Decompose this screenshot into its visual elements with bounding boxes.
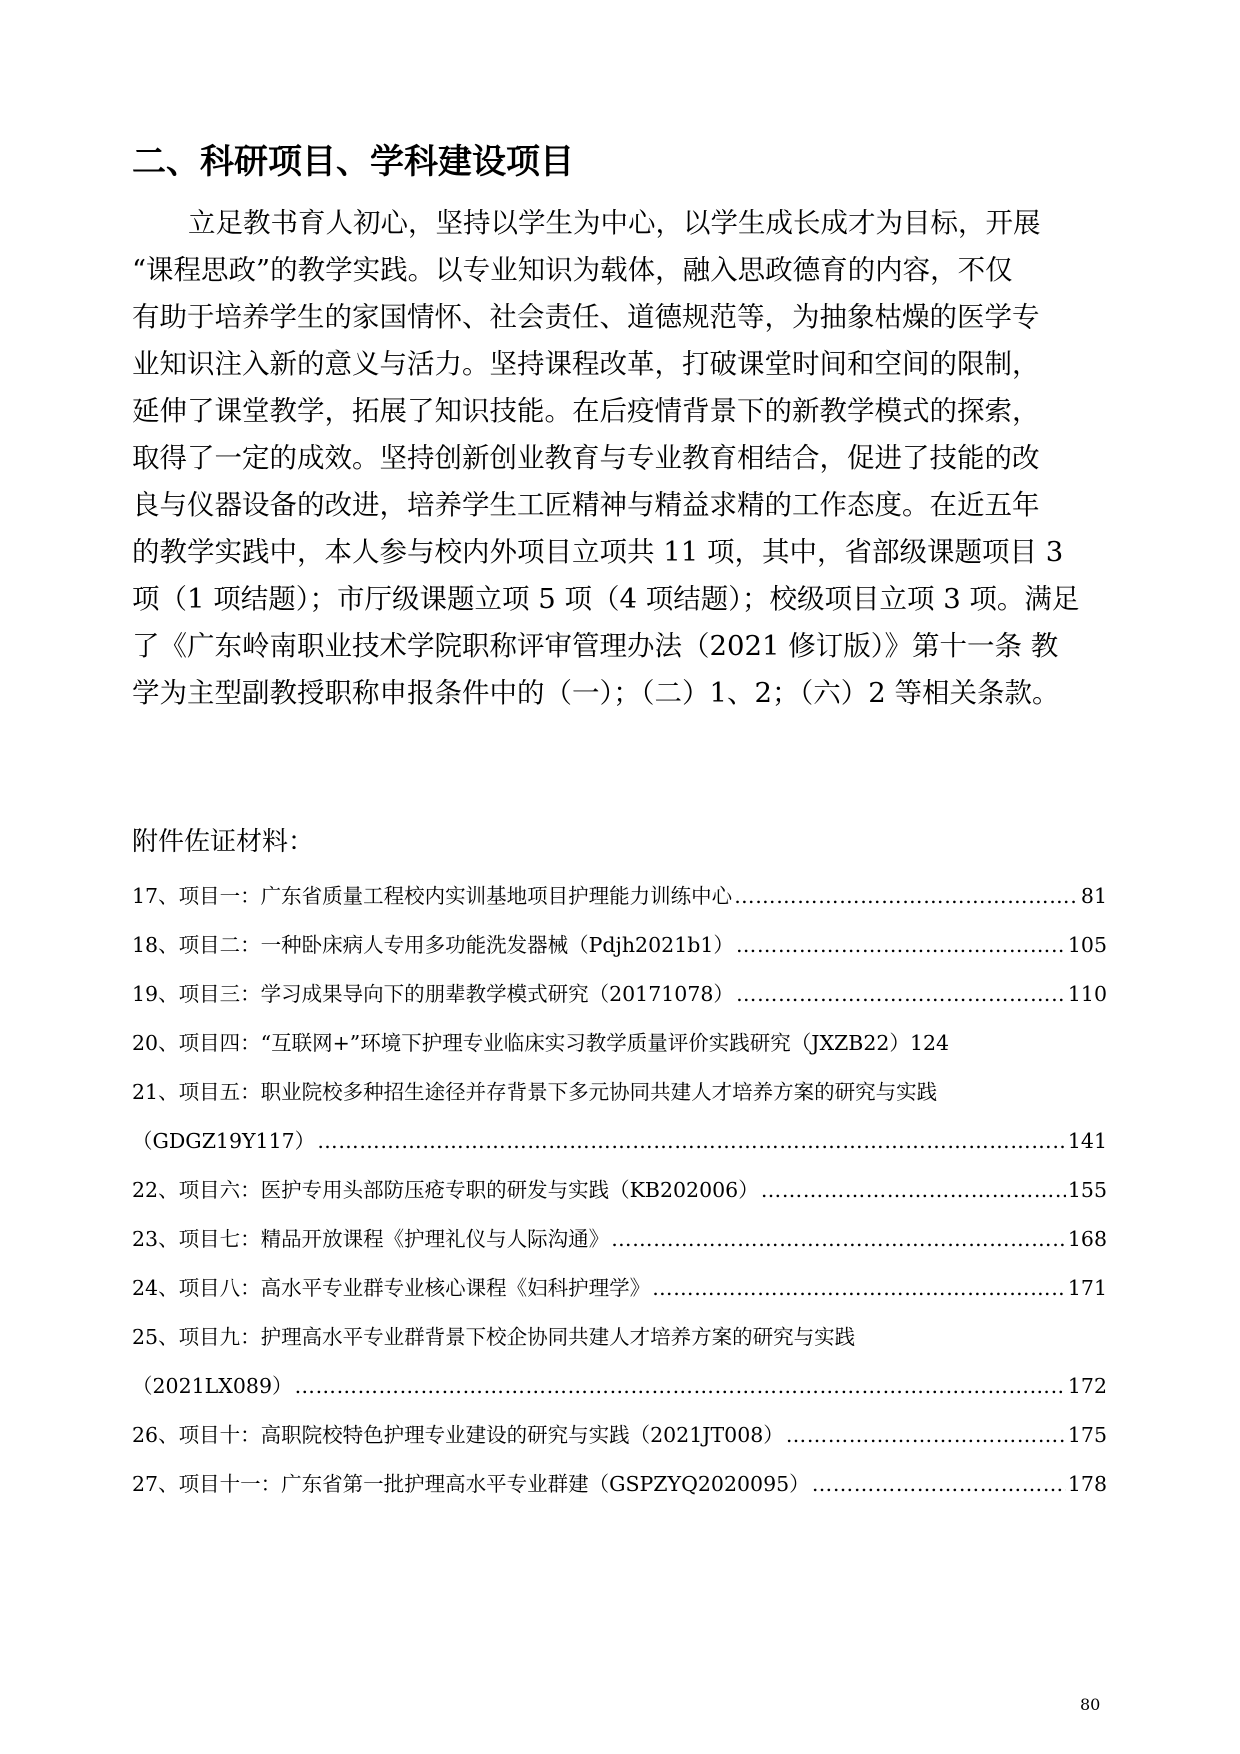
page-number: 80 [1080, 1695, 1101, 1714]
toc-entry-label: 20、项目四：“互联网+”环境下护理专业临床实习教学质量评价实践研究（JXZB22） [132, 1031, 910, 1055]
toc-entry[interactable] [132, 1068, 1107, 1117]
paragraph-line: “课程思政”的教学实践。以专业知识为载体，融入思政德育的内容，不仅 [132, 254, 1013, 286]
toc-entry-page: 124 [909, 1031, 950, 1055]
toc-entry[interactable] [132, 1264, 1107, 1313]
toc-leader-dots [736, 970, 1066, 1019]
toc-leader-dots [652, 1264, 1066, 1313]
toc-entry-label: 22、项目六：医护专用头部防压疮专职的研发与实践（KB202006） [132, 1178, 759, 1202]
toc-entry-label: 21、项目五：职业院校多种招生途径并存背景下多元协同共建人才培养方案的研究与实践 [132, 1080, 938, 1104]
toc-entry-label: 19、项目三：学习成果导向下的朋辈教学模式研究（20171078） [132, 982, 734, 1006]
toc-entry-page: 105 [1067, 933, 1107, 957]
toc-entry-label: 18、项目二：一种卧床病人专用多功能洗发器械（Pdjh2021b1） [132, 933, 734, 957]
toc-entry-page: 172 [1067, 1374, 1107, 1398]
paragraph-line: 良与仪器设备的改进，培养学生工匠精神与精益求精的工作态度。在近五年 [132, 489, 1040, 521]
toc-leader-dots [736, 921, 1066, 970]
toc-entry[interactable] [132, 1215, 1107, 1264]
paragraph-line: 取得了一定的成效。坚持创新创业教育与专业教育相结合，促进了技能的改 [132, 442, 1040, 474]
toc-entry-label: 24、项目八：高水平专业群专业核心课程《妇科护理学》 [132, 1276, 651, 1300]
toc-entry-label: 26、项目十：高职院校特色护理专业建设的研究与实践（2021JT008） [132, 1423, 784, 1447]
toc-entry-label: 17、项目一：广东省质量工程校内实训基地项目护理能力训练中心 [132, 884, 733, 908]
toc-entry-label: （2021LX089） [132, 1374, 293, 1398]
toc-entry[interactable] [132, 1019, 1107, 1068]
toc-entry-continuation[interactable] [132, 1362, 1107, 1411]
toc-entry[interactable] [132, 1460, 1107, 1509]
paragraph-line: 学为主型副教授职称申报条件中的（一）；（二）1、2；（六）2 等相关条款。 [132, 677, 1060, 709]
toc-leader-dots [761, 1166, 1066, 1215]
toc-entry-page: 168 [1067, 1227, 1107, 1251]
toc-list [132, 872, 1107, 1509]
toc-entry[interactable] [132, 872, 1107, 921]
toc-entry-label: （GDGZ19Y117） [132, 1129, 316, 1153]
paragraph-line: 的教学实践中，本人参与校内外项目立项共 11 项，其中，省部级课题项目 3 [132, 536, 1064, 568]
toc-leader-dots [295, 1362, 1066, 1411]
toc-entry-page: 175 [1067, 1423, 1107, 1447]
paragraph-line: 项（1 项结题）；市厅级课题立项 5 项（4 项结题）；校级项目立项 3 项。满足 [132, 583, 1080, 615]
toc-entry[interactable] [132, 1411, 1107, 1460]
body-paragraph [132, 200, 1107, 717]
toc-entry[interactable] [132, 1166, 1107, 1215]
paragraph-line: 业知识注入新的意义与活力。坚持课程改革，打破课堂时间和空间的限制， [132, 348, 1040, 380]
paragraph-line: 有助于培养学生的家国情怀、社会责任、道德规范等，为抽象枯燥的医学专 [132, 301, 1040, 333]
toc-entry[interactable] [132, 970, 1107, 1019]
toc-entry-continuation[interactable] [132, 1117, 1107, 1166]
toc-entry-page: 155 [1067, 1178, 1107, 1202]
toc-leader-dots [786, 1411, 1066, 1460]
toc-leader-dots [317, 1117, 1066, 1166]
toc-entry-page: 81 [1080, 884, 1107, 908]
toc-entry-label: 23、项目七：精品开放课程《护理礼仪与人际沟通》 [132, 1227, 610, 1251]
paragraph-line: 立足教书育人初心，坚持以学生为中心，以学生成长成才为目标，开展 [188, 207, 1041, 239]
section-heading: 二、科研项目、学科建设项目 [132, 142, 574, 182]
toc-entry-page: 171 [1067, 1276, 1107, 1300]
toc-entry-label: 27、项目十一：广东省第一批护理高水平专业群建（GSPZYQ2020095） [132, 1472, 810, 1496]
toc-leader-dots [611, 1215, 1066, 1264]
toc-entry-label: 25、项目九：护理高水平专业群背景下校企协同共建人才培养方案的研究与实践 [132, 1325, 856, 1349]
toc-leader-dots [812, 1460, 1066, 1509]
toc-entry-page: 141 [1067, 1129, 1107, 1153]
paragraph-line: 延伸了课堂教学，拓展了知识技能。在后疫情背景下的新教学模式的探索， [132, 395, 1040, 427]
toc-entry-page: 178 [1067, 1472, 1107, 1496]
toc-entry-page: 110 [1067, 982, 1107, 1006]
toc-leader-dots [734, 872, 1079, 921]
attachments-title: 附件佐证材料： [132, 827, 315, 857]
toc-entry[interactable] [132, 921, 1107, 970]
toc-entry[interactable] [132, 1313, 1107, 1362]
paragraph-line: 了《广东岭南职业技术学院职称评审管理办法（2021 修订版）》第十一条 教 [132, 630, 1059, 662]
